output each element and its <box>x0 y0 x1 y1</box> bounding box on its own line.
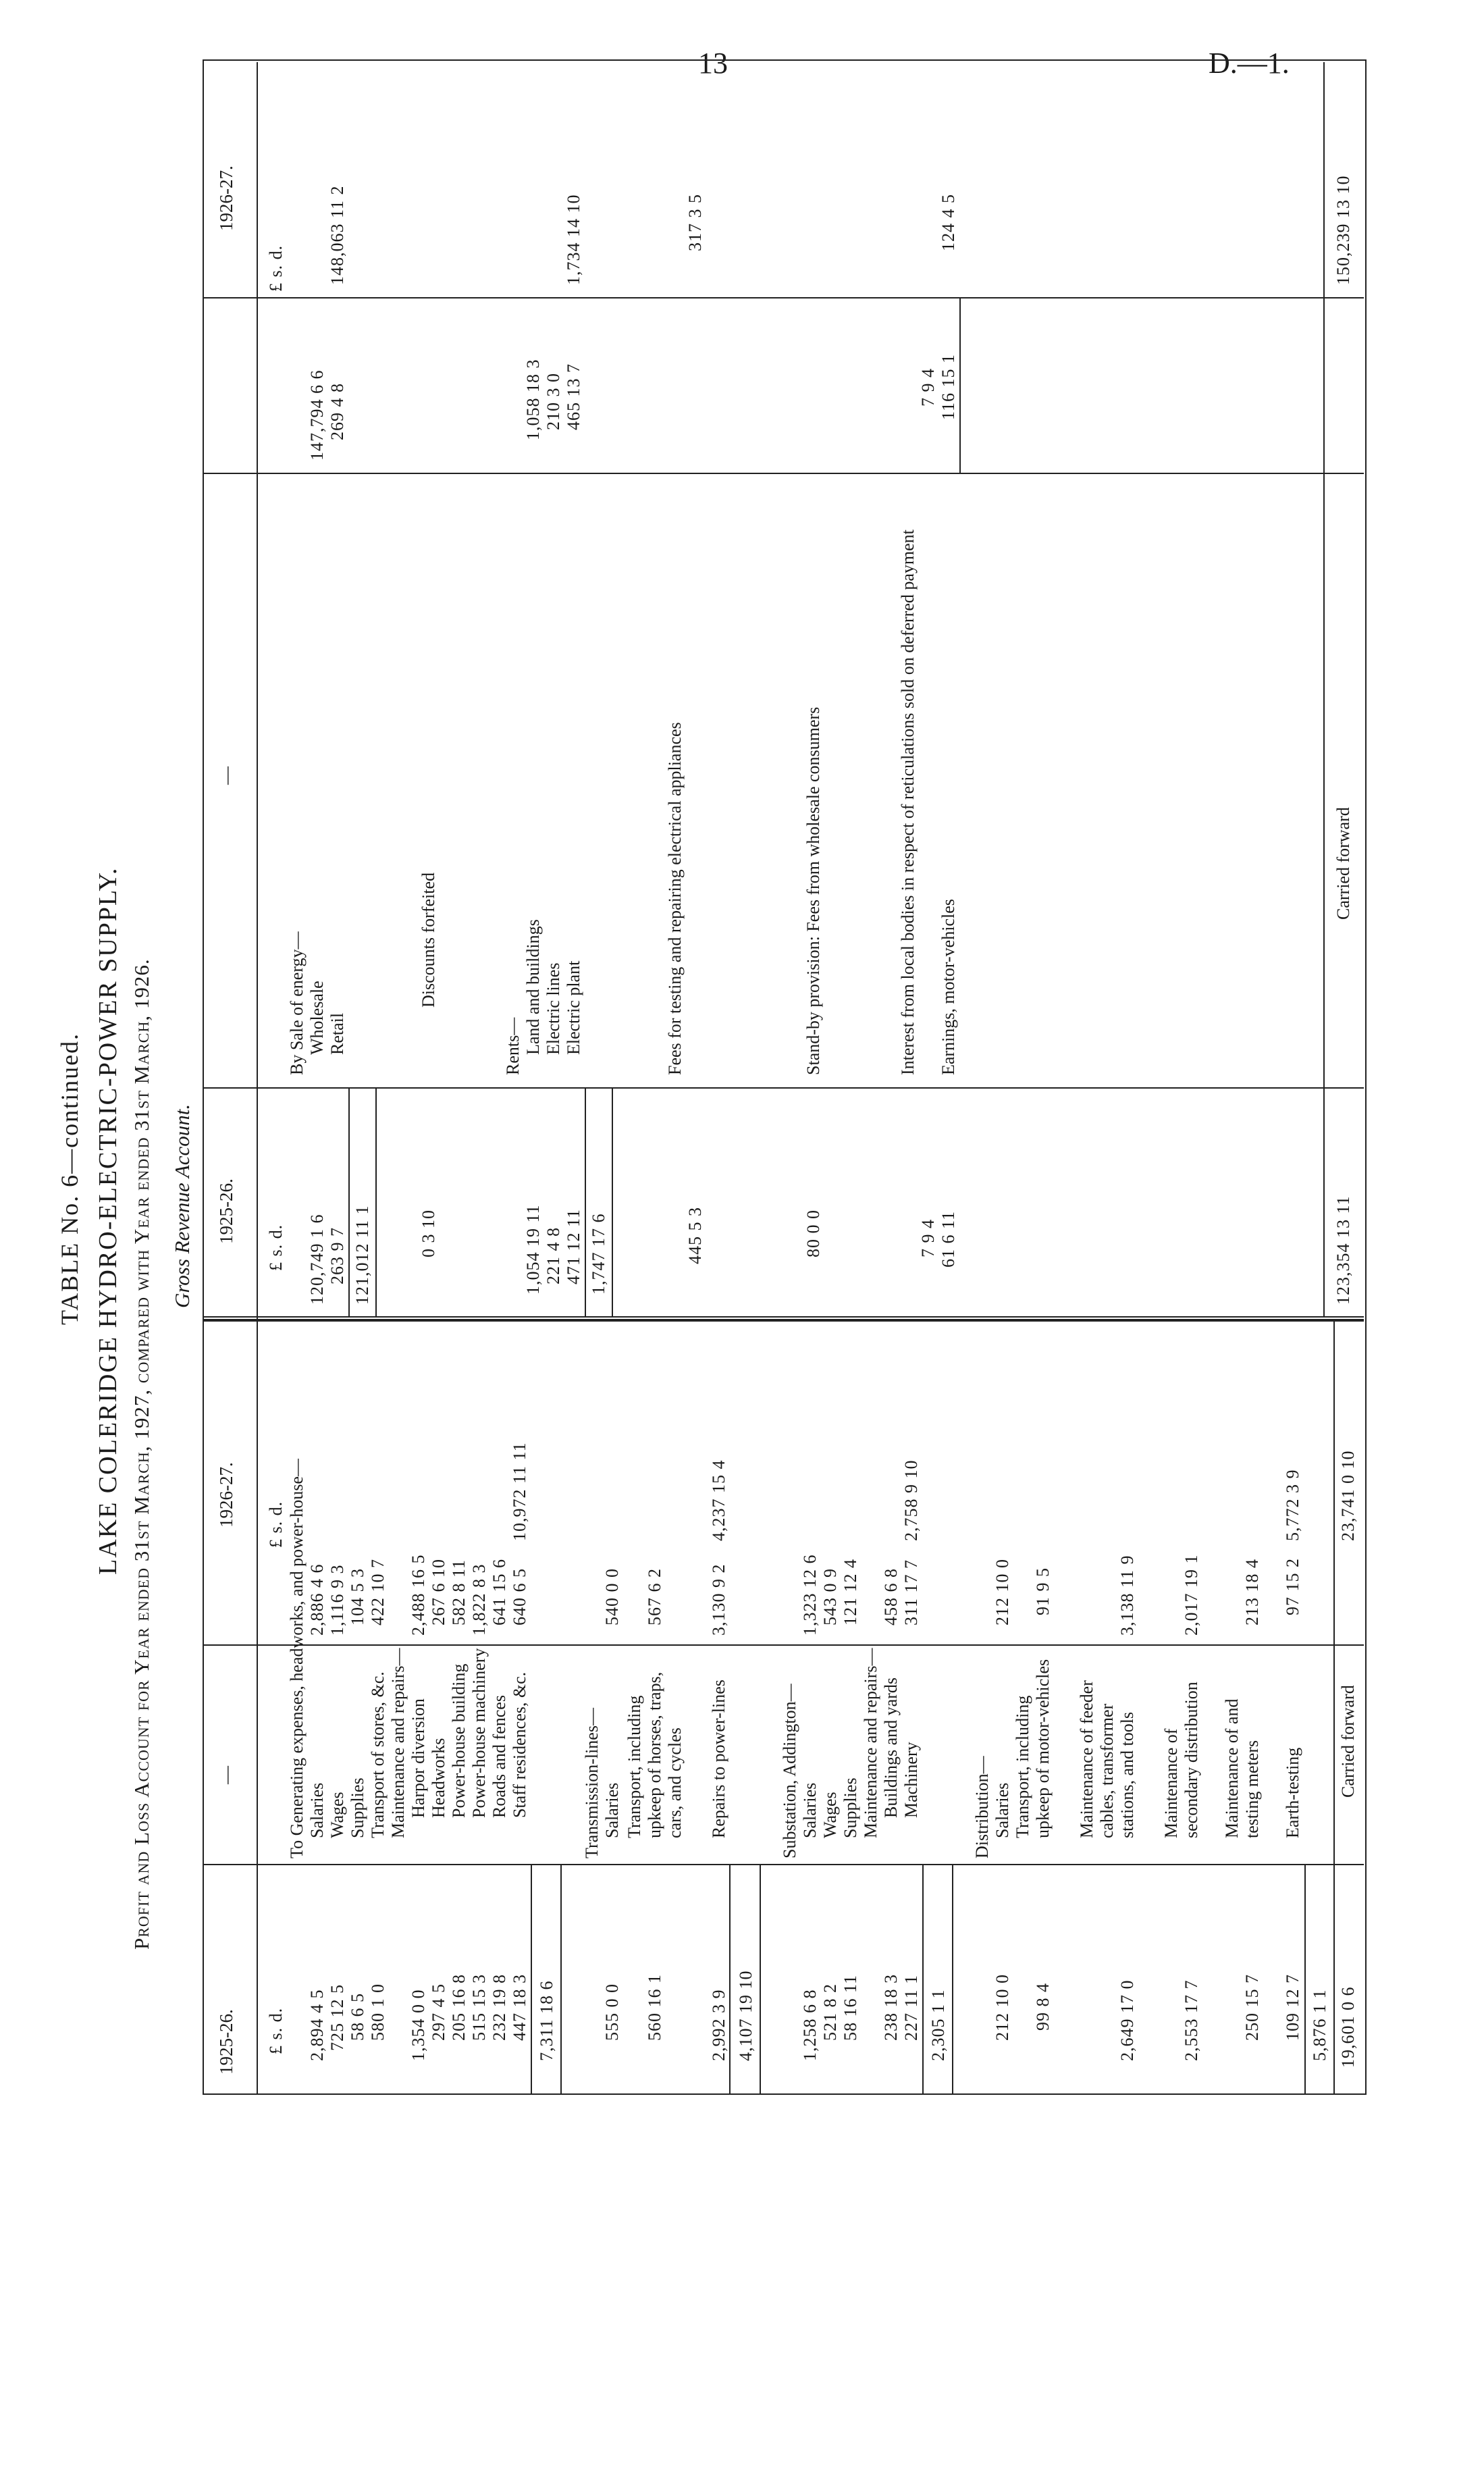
trans-subtotal-rule <box>729 1865 731 2093</box>
sub-total-curr: 2,758 9 10 <box>901 1459 921 1541</box>
interest-label: Interest from local bodies in respect of reticulations sold on deferred payment <box>898 529 918 1075</box>
exp-row-prev: 58 6 5 <box>348 1993 367 2041</box>
dist-row-label: Salaries <box>992 1782 1012 1838</box>
trans-total-prev: 4,107 19 10 <box>736 1970 756 2061</box>
exp-row-label: Transport of stores, &c. <box>368 1671 388 1838</box>
trans-row-curr: 540 0 0 <box>602 1568 622 1625</box>
currency-header-d: £ s. d. <box>266 244 286 292</box>
sub-row-label: Salaries <box>800 1782 820 1838</box>
header-curr-year-left: 1926-27. <box>216 1462 236 1528</box>
exp-row-label: Staff residences, &c. <box>510 1671 529 1818</box>
dist-row-prev: 212 10 0 <box>992 1974 1012 2041</box>
sub-subtotal-rule-b <box>952 1865 953 2093</box>
exp-row-curr: 422 10 7 <box>368 1559 388 1625</box>
sub-row-curr: 311 17 7 <box>901 1559 921 1625</box>
exp-row-label: Maintenance and repairs— <box>388 1648 408 1838</box>
table-title: LAKE COLERIDGE HYDRO-ELECTRIC-POWER SUPPLY. <box>94 866 122 1575</box>
gen-total-prev: 7,311 18 6 <box>537 1980 556 2061</box>
exp-row-prev: 515 15 3 <box>469 1974 489 2041</box>
currency-header-c: £ s. d. <box>266 1501 286 1548</box>
standby-label: Stand-by provision: Fees from wholesale consumers <box>803 706 823 1075</box>
energy-row-label: Wholesale <box>307 981 327 1055</box>
earnings-label: Earnings, motor-vehicles <box>938 899 958 1075</box>
inc-carried-forward-label: Carried forward <box>1333 807 1353 920</box>
col-rule-5 <box>203 297 1364 298</box>
exp-row-prev: 447 18 3 <box>510 1974 529 2041</box>
exp-row-label: Headworks <box>429 1738 448 1818</box>
energy-heading: By Sale of energy— <box>287 931 307 1075</box>
rents-rule <box>585 1089 586 1316</box>
energy-total-prev: 121,012 11 1 <box>352 1205 372 1305</box>
dist-row-curr: 2,017 19 1 <box>1182 1554 1201 1636</box>
table-subtitle: Profit and Loss Account for Year ended 31st March, 1927, compared with Year ended 31st March, 1926. <box>130 958 153 1950</box>
exp-row-label: Salaries <box>307 1782 327 1838</box>
sub-row-label: Supplies <box>841 1777 860 1838</box>
dist-total-prev: 5,876 1 1 <box>1310 1989 1329 2061</box>
trans-row-curr: 3,130 9 2 <box>709 1563 728 1636</box>
sub-row-curr: 1,323 12 6 <box>800 1554 820 1636</box>
exp-carried-forward-prev: 19,601 0 6 <box>1338 1986 1358 2068</box>
center-double-rule-b <box>203 1316 1364 1318</box>
dist-row-curr: 213 18 4 <box>1242 1559 1262 1625</box>
energy-total-curr: 148,063 11 2 <box>327 185 347 285</box>
exp-row-prev: 2,894 4 5 <box>307 1989 327 2061</box>
discounts-prev: 0 3 10 <box>419 1209 438 1257</box>
exp-row-prev: 205 16 8 <box>449 1974 469 2041</box>
rents-row-curr: 210 3 0 <box>544 373 563 430</box>
sub-row-curr: 458 6 8 <box>881 1568 901 1625</box>
col-rule-4 <box>203 473 1364 474</box>
exp-row-prev: 725 12 5 <box>327 1984 347 2051</box>
col-rule-1 <box>203 1864 1364 1865</box>
exp-row-curr: 2,886 4 6 <box>307 1563 327 1636</box>
dist-row-prev: 250 15 7 <box>1242 1974 1262 2041</box>
rents-row-curr: 465 13 7 <box>564 363 583 430</box>
table-number: TABLE No. 6—continued. <box>56 1032 83 1325</box>
sub-row-prev: 227 11 1 <box>901 1974 921 2041</box>
sub-row-prev: 238 18 3 <box>881 1974 901 2041</box>
fees-prev: 445 5 3 <box>685 1207 705 1264</box>
gen-subtotal-rule <box>531 1865 532 2093</box>
series-code: D.—1. <box>1209 47 1290 80</box>
trans-row-prev: 560 16 1 <box>645 1974 664 2041</box>
rents-heading: Rents— <box>503 1017 523 1075</box>
transmission-heading: Transmission-lines— <box>582 1708 602 1858</box>
trans-row-label: Salaries <box>602 1782 622 1838</box>
trans-row-prev: 555 0 0 <box>602 1983 622 2041</box>
header-prev-year-right: 1925-26. <box>216 1178 236 1244</box>
energy-row-curr: 147,794 6 6 <box>307 369 327 461</box>
rents-row-label: Land and buildings <box>523 919 543 1055</box>
exp-row-curr: 641 15 6 <box>489 1559 509 1625</box>
cf-rule-left <box>1333 1322 1335 2093</box>
sub-row-prev: 521 8 2 <box>820 1983 840 2041</box>
page-number: 13 <box>698 47 728 80</box>
trans-total-curr: 4,237 15 4 <box>709 1459 728 1541</box>
dist-row-label: Maintenance of secondary distribution <box>1161 1682 1201 1838</box>
earnings-curr: 116 15 1 <box>938 353 958 420</box>
rents-row-label: Electric lines <box>544 962 563 1055</box>
exp-row-prev: 297 4 5 <box>429 1983 448 2041</box>
sub-row-label: Maintenance and repairs— <box>861 1648 880 1838</box>
exp-row-label: Roads and fences <box>489 1695 509 1818</box>
section-title: Gross Revenue Account. <box>170 1103 194 1308</box>
exp-row-curr: 267 6 10 <box>429 1559 448 1625</box>
exp-row-curr: 1,822 8 3 <box>469 1563 489 1636</box>
interest-rule <box>959 298 961 473</box>
exp-row-curr: 582 8 11 <box>449 1559 469 1625</box>
center-double-rule <box>203 1319 1364 1322</box>
exp-row-curr: 1,116 9 3 <box>327 1564 347 1636</box>
gen-total-curr: 10,972 11 11 <box>510 1442 529 1541</box>
dist-row-label: Maintenance of and testing meters <box>1222 1698 1262 1838</box>
rents-row-curr: 1,058 18 3 <box>523 359 543 440</box>
rents-rule-b <box>612 1089 613 1316</box>
header-rule <box>257 62 258 2093</box>
exp-row-label: Power-house machinery <box>469 1648 489 1818</box>
sub-row-prev: 1,258 6 8 <box>800 1989 820 2061</box>
rents-row-prev: 471 12 11 <box>564 1208 583 1284</box>
standby-prev: 80 0 0 <box>803 1209 823 1257</box>
rents-row-prev: 221 4 8 <box>544 1227 563 1284</box>
earnings-prev: 61 6 11 <box>938 1210 958 1268</box>
exp-carried-forward-label: Carried forward <box>1338 1685 1358 1798</box>
exp-carried-forward-curr: 23,741 0 10 <box>1338 1450 1358 1541</box>
energy-rule <box>348 1089 350 1316</box>
gen-intro: To Generating expenses, headworks, and power-house— <box>287 1459 307 1858</box>
trans-row-label: Repairs to power-lines <box>709 1680 728 1838</box>
col-rule-2 <box>203 1644 1364 1646</box>
trans-subtotal-rule-b <box>760 1865 761 2093</box>
sub-row-label: Wages <box>820 1792 840 1838</box>
dist-row-prev: 109 12 7 <box>1283 1974 1302 2041</box>
sub-row-label: Machinery <box>901 1742 921 1818</box>
dist-row-prev: 99 8 4 <box>1033 1983 1053 2031</box>
inc-carried-forward-curr: 150,239 13 10 <box>1333 175 1353 285</box>
exp-row-label: Supplies <box>348 1777 367 1838</box>
dist-row-prev: 2,649 17 0 <box>1117 1979 1137 2061</box>
fees-curr: 317 3 5 <box>685 194 705 251</box>
exp-row-curr: 104 5 3 <box>348 1568 367 1625</box>
cf-rule-right <box>1323 62 1325 1316</box>
dist-row-curr: 3,138 11 9 <box>1117 1555 1137 1636</box>
header-prev-year-left: 1925-26. <box>216 2009 236 2075</box>
gen-subtotal-rule-b <box>560 1865 562 2093</box>
exp-row-prev: 1,354 0 0 <box>408 1989 428 2061</box>
interest-curr: 7 9 4 <box>918 368 938 407</box>
exp-row-prev: 232 19 8 <box>489 1974 509 2041</box>
energy-row-label: Retail <box>327 1012 347 1055</box>
energy-row-curr: 269 4 8 <box>327 383 347 440</box>
dist-row-curr: 97 15 2 <box>1283 1558 1302 1615</box>
currency-header-b: £ s. d. <box>266 1224 286 1271</box>
exp-row-curr: 2,488 16 5 <box>408 1554 428 1636</box>
currency-header: £ s. d. <box>266 2007 286 2054</box>
inc-carried-forward-prev: 123,354 13 11 <box>1333 1195 1353 1305</box>
trans-row-prev: 2,992 3 9 <box>709 1989 728 2061</box>
dist-row-curr: 91 9 5 <box>1033 1567 1053 1615</box>
energy-rule-b <box>375 1089 377 1316</box>
exp-row-prev: 580 1 0 <box>368 1983 388 2041</box>
fees-label: Fees for testing and repairing electrical appliances <box>665 722 685 1075</box>
dist-total-curr: 5,772 3 9 <box>1283 1469 1302 1541</box>
energy-row-prev: 120,749 1 6 <box>307 1214 327 1305</box>
sub-row-prev: 58 16 11 <box>841 1974 860 2041</box>
sub-row-label: Buildings and yards <box>881 1677 901 1818</box>
energy-row-prev: 263 9 7 <box>327 1227 347 1284</box>
trans-row-label: Transport, including upkeep of horses, traps, cars, and cycles <box>625 1671 685 1838</box>
exp-row-label: Wages <box>327 1792 347 1838</box>
rents-total-prev: 1,747 17 6 <box>589 1213 608 1295</box>
rents-row-prev: 1,054 19 11 <box>523 1204 543 1295</box>
header-curr-year-right: 1926-27. <box>216 165 236 231</box>
interest-prev: 7 9 4 <box>918 1219 938 1257</box>
discounts-label: Discounts forfeited <box>419 872 438 1008</box>
exp-row-curr: 640 6 5 <box>510 1568 529 1625</box>
header-dash-left: — <box>216 1766 236 1784</box>
substation-heading: Substation, Addington— <box>780 1684 799 1858</box>
sub-row-curr: 543 0 9 <box>820 1568 840 1625</box>
rents-row-label: Electric plant <box>564 960 583 1055</box>
col-rule-3 <box>203 1087 1364 1089</box>
distribution-heading: Distribution— <box>972 1756 992 1858</box>
interest-earnings-total-curr: 124 4 5 <box>938 194 958 251</box>
dist-row-prev: 2,553 17 7 <box>1182 1979 1201 2061</box>
exp-row-label: Power-house building <box>449 1663 469 1818</box>
trans-row-curr: 567 6 2 <box>645 1568 664 1625</box>
header-dash-right: — <box>216 766 236 785</box>
dist-row-curr: 212 10 0 <box>992 1559 1012 1625</box>
exp-row-label: Harpor diversion <box>408 1698 428 1818</box>
sub-total-prev: 2,305 1 1 <box>928 1989 948 2061</box>
sub-subtotal-rule <box>922 1865 924 2093</box>
sub-row-curr: 121 12 4 <box>841 1559 860 1625</box>
dist-subtotal-rule <box>1304 1865 1306 2093</box>
rents-total-curr: 1,734 14 10 <box>564 194 583 285</box>
dist-row-label: Transport, including upkeep of motor-vehicles <box>1013 1659 1053 1838</box>
dist-row-label: Earth-testing <box>1283 1747 1302 1838</box>
dist-row-label: Maintenance of feeder cables, transformer stations, and tools <box>1077 1680 1137 1838</box>
